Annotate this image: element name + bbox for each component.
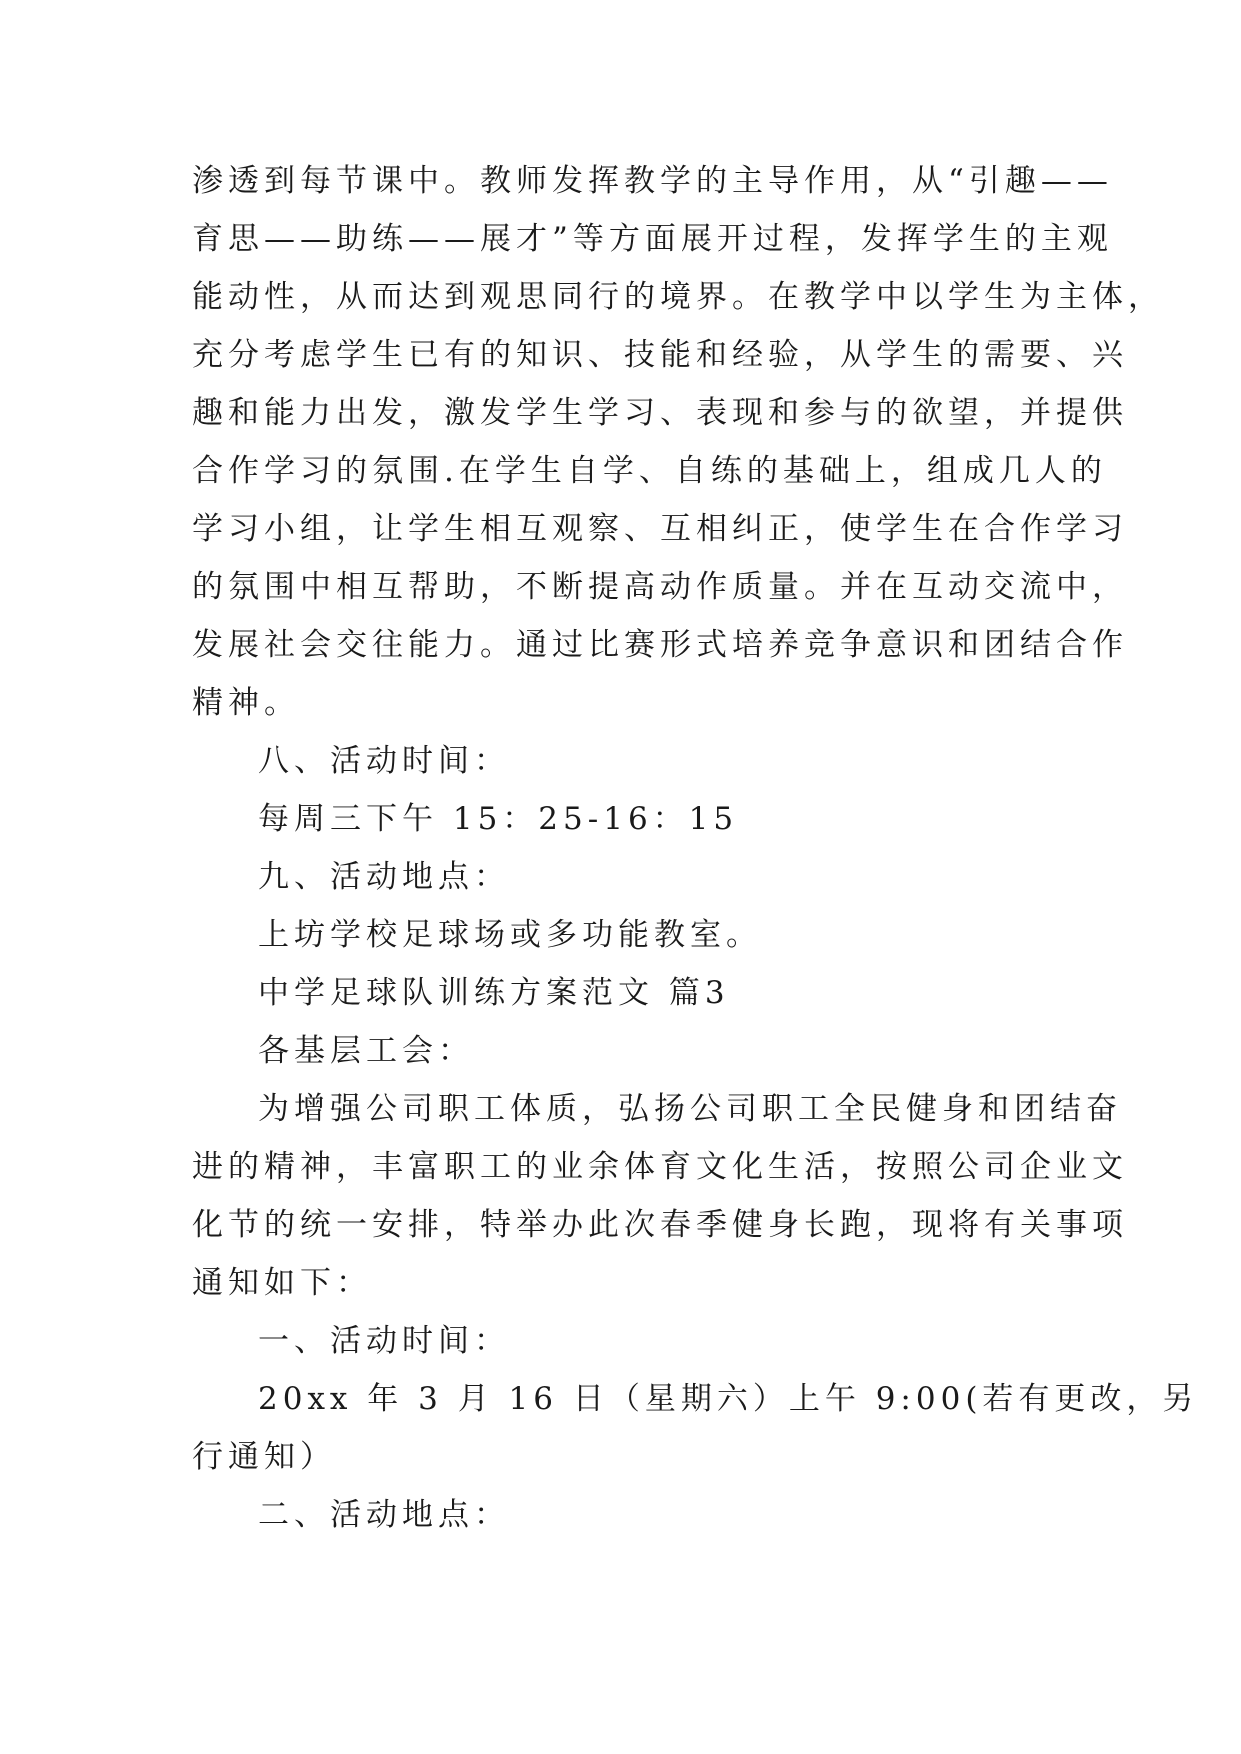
document-body <box>192 152 1199 1544</box>
text-line: 行通知） <box>192 1439 336 1475</box>
text-line: 一、活动时间： <box>258 1323 510 1359</box>
text-line: 中学足球队训练方案范文 篇3 <box>258 975 730 1011</box>
text-line: 各基层工会： <box>258 1033 474 1069</box>
text-line: 能动性，从而达到观思同行的境界。在教学中以学生为主体， <box>192 279 1164 315</box>
text-line: 育思——助练——展才”等方面展开过程，发挥学生的主观 <box>192 221 1113 257</box>
text-line: 合作学习的氛围.在学生自学、自练的基础上，组成几人的 <box>192 453 1107 489</box>
text-line: 渗透到每节课中。教师发挥教学的主导作用，从“引趣—— <box>192 163 1113 199</box>
text-line: 九、活动地点： <box>258 859 510 895</box>
text-line: 20xx 年 3 月 16 日（星期六）上午 9:00(若有更改，另 <box>258 1381 1199 1417</box>
text-line: 趣和能力出发，激发学生学习、表现和参与的欲望，并提供 <box>192 395 1128 431</box>
text-line: 进的精神，丰富职工的业余体育文化生活，按照公司企业文 <box>192 1149 1128 1185</box>
text-line: 精神。 <box>192 685 300 721</box>
text-line: 每周三下午 15：25-16：15 <box>258 801 739 837</box>
text-line: 发展社会交往能力。通过比赛形式培养竞争意识和团结合作 <box>192 627 1128 663</box>
text-line: 上坊学校足球场或多功能教室。 <box>258 917 762 953</box>
text-line: 通知如下： <box>192 1265 372 1301</box>
text-line: 充分考虑学生已有的知识、技能和经验，从学生的需要、兴 <box>192 337 1128 373</box>
text-line: 化节的统一安排，特举办此次春季健身长跑，现将有关事项 <box>192 1207 1128 1243</box>
text-line: 为增强公司职工体质，弘扬公司职工全民健身和团结奋 <box>258 1091 1122 1127</box>
text-line: 学习小组，让学生相互观察、互相纠正，使学生在合作学习 <box>192 511 1128 547</box>
text-line: 二、活动地点： <box>258 1497 510 1533</box>
text-line: 八、活动时间： <box>258 743 510 779</box>
text-line: 的氛围中相互帮助，不断提高动作质量。并在互动交流中， <box>192 569 1128 605</box>
